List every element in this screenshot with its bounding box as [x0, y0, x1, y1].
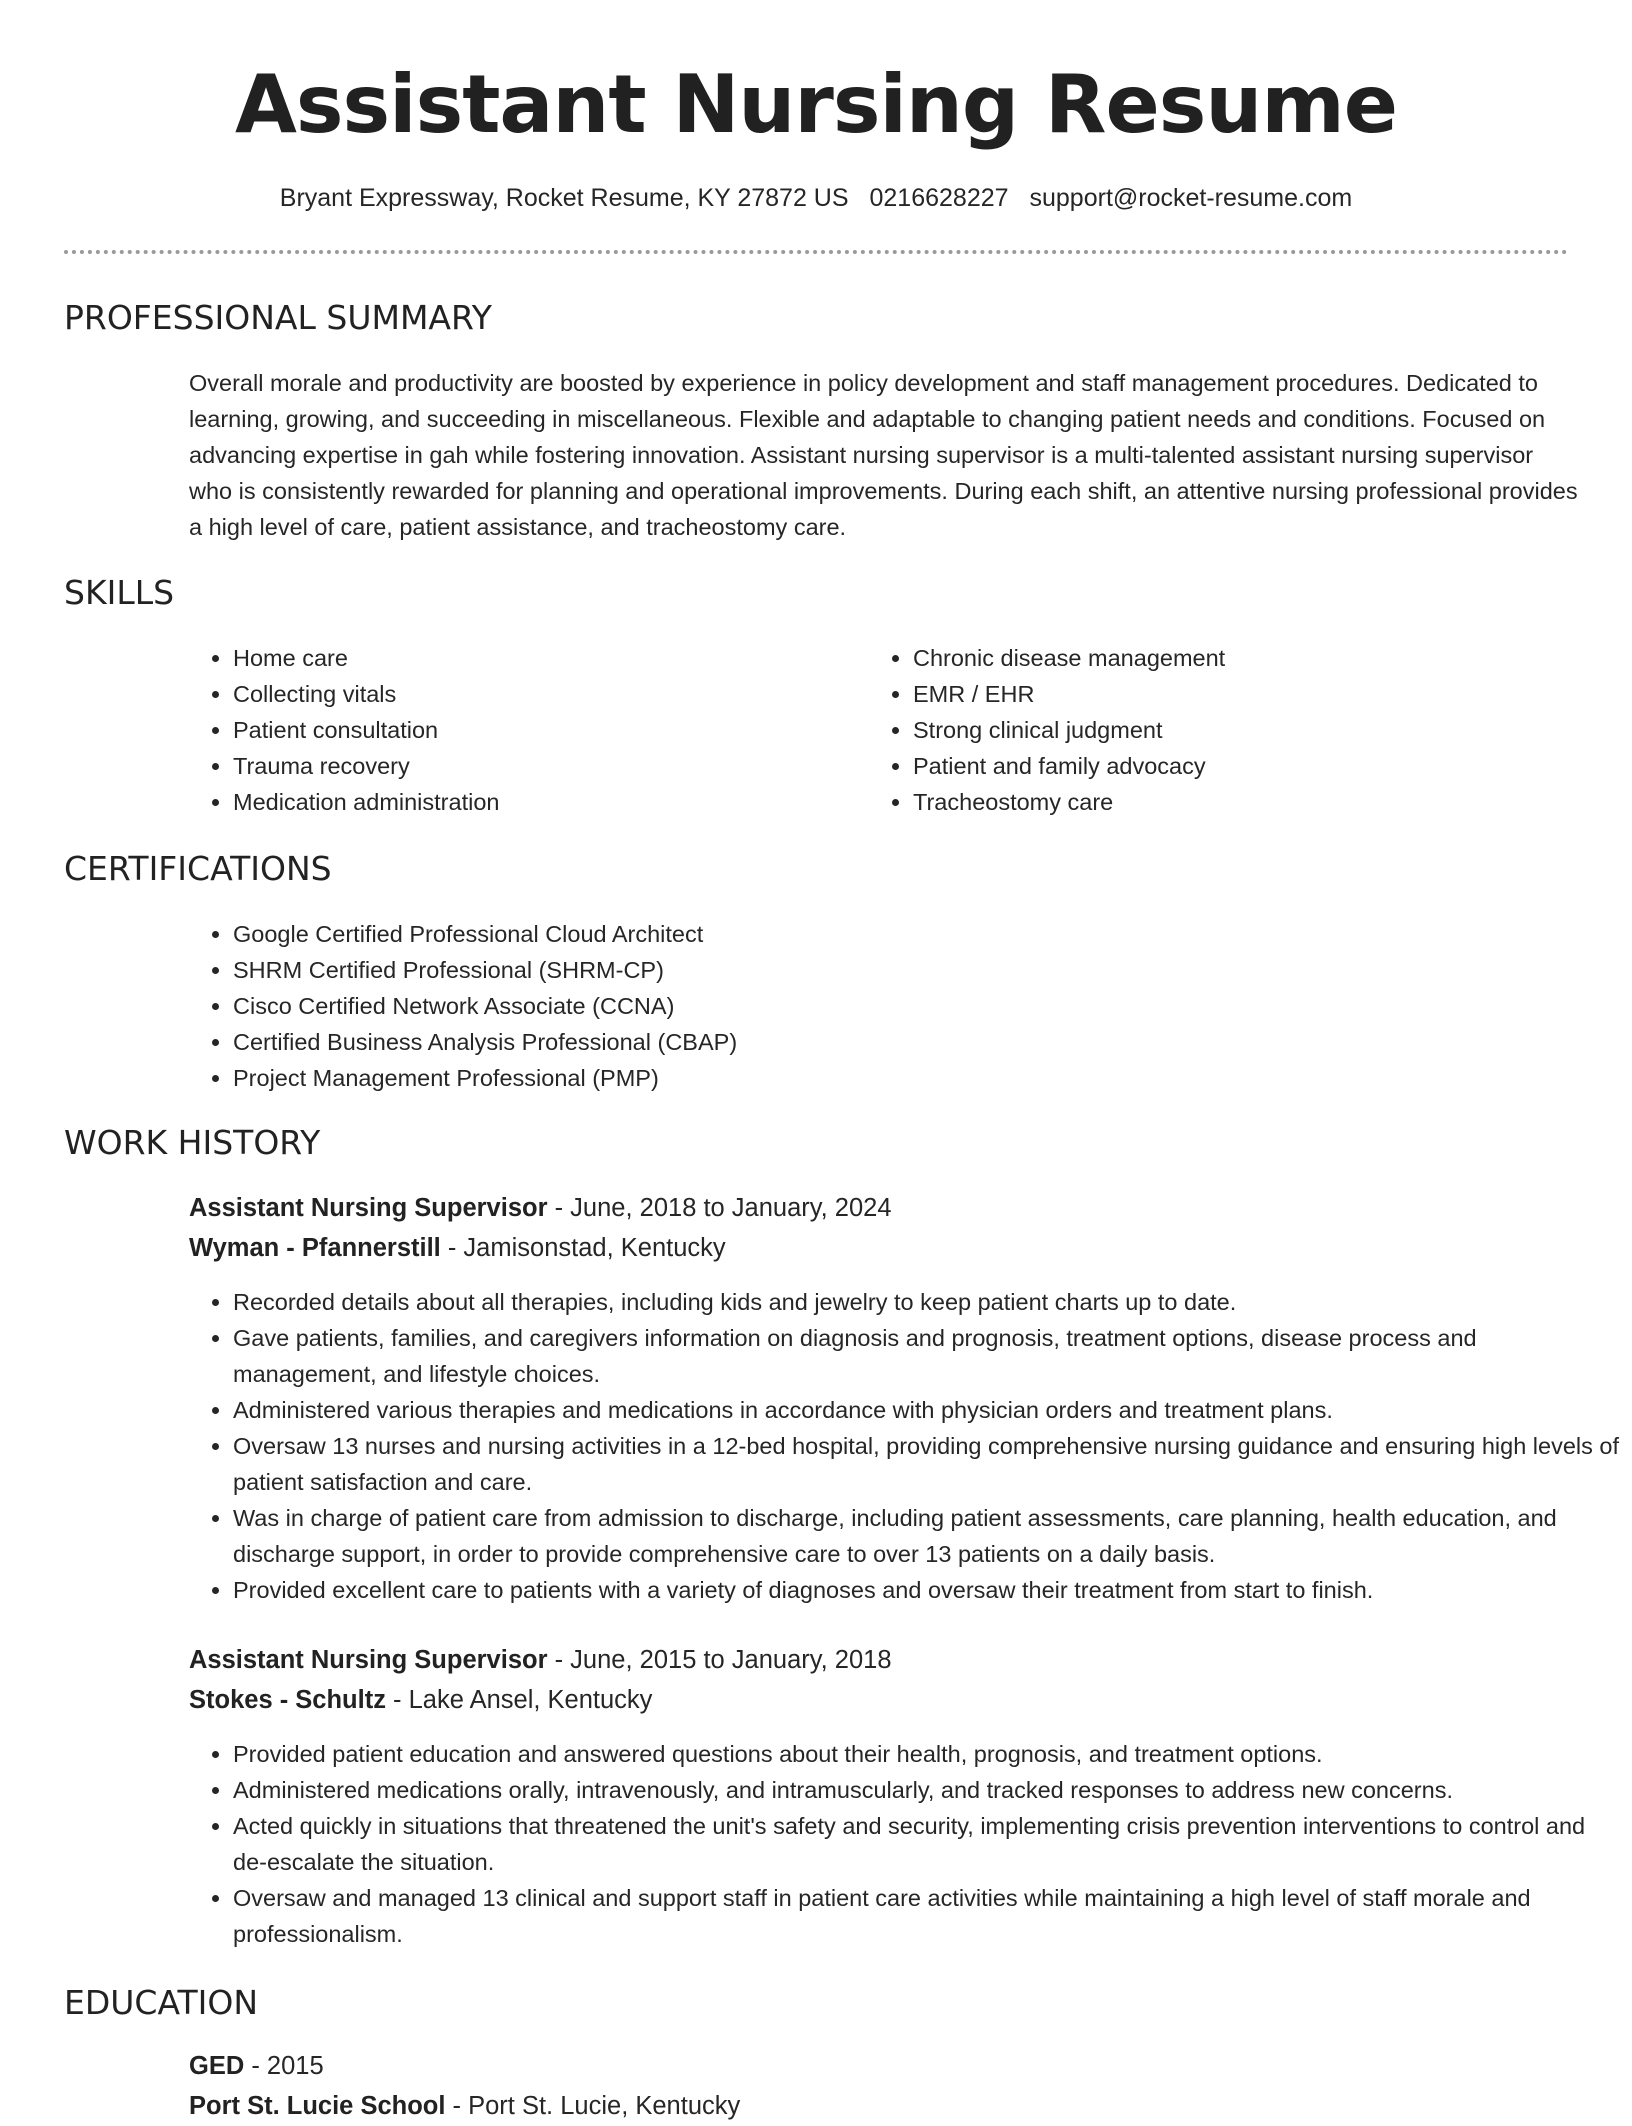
- job-bullet: • Oversaw and managed 13 clinical and support staff in patient care activities while maintaining a high level of staff morale and professionalism.: [233, 1880, 1623, 1952]
- education-location: - Port St. Lucie, Kentucky: [445, 2092, 741, 2120]
- skills-list-right: [869, 640, 1513, 820]
- job-bullet: • Oversaw 13 nurses and nursing activities in a 12-bed hospital, providing comprehensive nursing guidance and ensuring high levels of patient satisfaction and care.: [233, 1428, 1623, 1500]
- job-title-line: [189, 1640, 892, 1680]
- skill-item: • Chronic disease management: [913, 640, 1513, 676]
- contact-email: support@rocket-resume.com: [1029, 184, 1353, 212]
- skill-item: • Strong clinical judgment: [913, 712, 1513, 748]
- work-history-heading: WORK HISTORY: [64, 1123, 321, 1162]
- certification-item: • SHRM Certified Professional (SHRM-CP): [233, 952, 1233, 988]
- certification-item: • Project Management Professional (PMP): [233, 1060, 1233, 1096]
- skill-item: • Collecting vitals: [233, 676, 833, 712]
- skill-item: • Medication administration: [233, 784, 833, 820]
- job-location: - Lake Ansel, Kentucky: [385, 1686, 653, 1714]
- contact-phone: 0216628227: [869, 184, 1009, 212]
- education-degree-line: [189, 2046, 324, 2086]
- job-bullet: • Administered medications orally, intravenously, and intramuscularly, and tracked responses to address new concerns.: [233, 1772, 1623, 1808]
- certification-item: • Cisco Certified Network Associate (CCNA): [233, 988, 1233, 1024]
- education-heading: EDUCATION: [64, 1983, 259, 2022]
- job-bullet: • Provided excellent care to patients with a variety of diagnoses and oversaw their treatment from start to finish.: [233, 1572, 1623, 1608]
- job-bullets: [189, 1284, 1623, 1608]
- job-company-line: [189, 1680, 652, 1720]
- certification-item: • Google Certified Professional Cloud Architect: [233, 916, 1233, 952]
- job-company-line: [189, 1228, 726, 1268]
- contact-line: [0, 178, 1632, 218]
- skills-heading: SKILLS: [64, 573, 175, 612]
- job-title: Assistant Nursing Supervisor: [189, 1194, 548, 1222]
- job-location: - Jamisonstad, Kentucky: [440, 1234, 726, 1262]
- summary-heading: PROFESSIONAL SUMMARY: [64, 298, 492, 337]
- job-dates: - June, 2018 to January, 2024: [547, 1194, 892, 1222]
- job-bullet: • Acted quickly in situations that threatened the unit's safety and security, implementing crisis prevention interventions to control and de-escalate the situation.: [233, 1808, 1623, 1880]
- resume-title: Assistant Nursing Resume: [235, 58, 1397, 151]
- contact-address: Bryant Expressway, Rocket Resume, KY 27872 US: [279, 184, 849, 212]
- job-bullet: • Provided patient education and answered questions about their health, prognosis, and treatment options.: [233, 1736, 1623, 1772]
- skill-item: • Patient and family advocacy: [913, 748, 1513, 784]
- skills-list-left: [189, 640, 833, 820]
- summary-text: Overall morale and productivity are boosted by experience in policy development and staff management procedures. Dedicated to learning, growing, and succeeding in miscellaneous. Flexible and adaptable to changing patient needs and conditions. Focused on advancing expertise in gah while fostering innovation. Assistant nursing supervisor is a multi-talented assistant nursing supervisor who is consistently rewarded for planning and operational improvements. During each shift, an attentive nursing professional provides a high level of care, patient assistance, and tracheostomy care.: [189, 370, 1578, 540]
- job-dates: - June, 2015 to January, 2018: [547, 1646, 892, 1674]
- skill-item: • Patient consultation: [233, 712, 833, 748]
- job-bullet: • Was in charge of patient care from admission to discharge, including patient assessments, care planning, health education, and discharge support, in order to provide comprehensive care to over 13 patients on a daily basis.: [233, 1500, 1623, 1572]
- skill-item: • Tracheostomy care: [913, 784, 1513, 820]
- education-school: Port St. Lucie School: [189, 2092, 446, 2120]
- certifications-list: [189, 916, 1233, 1096]
- skill-item: • Home care: [233, 640, 833, 676]
- certification-item: • Certified Business Analysis Professional (CBAP): [233, 1024, 1233, 1060]
- education-school-line: [189, 2086, 740, 2126]
- job-title-line: [189, 1188, 892, 1228]
- skill-item: • EMR / EHR: [913, 676, 1513, 712]
- education-year: - 2015: [244, 2052, 324, 2080]
- header-divider: [64, 250, 1568, 254]
- education-degree: GED: [189, 2052, 245, 2080]
- job-bullet: • Gave patients, families, and caregivers information on diagnosis and prognosis, treatment options, disease process and management, and lifestyle choices.: [233, 1320, 1623, 1392]
- job-bullet: • Administered various therapies and medications in accordance with physician orders and treatment plans.: [233, 1392, 1623, 1428]
- job-bullets: [189, 1736, 1623, 1952]
- skill-item: • Trauma recovery: [233, 748, 833, 784]
- job-company: Wyman - Pfannerstill: [189, 1234, 441, 1262]
- job-company: Stokes - Schultz: [189, 1686, 386, 1714]
- certifications-heading: CERTIFICATIONS: [64, 849, 332, 888]
- job-title: Assistant Nursing Supervisor: [189, 1646, 548, 1674]
- job-bullet: • Recorded details about all therapies, including kids and jewelry to keep patient charts up to date.: [233, 1284, 1623, 1320]
